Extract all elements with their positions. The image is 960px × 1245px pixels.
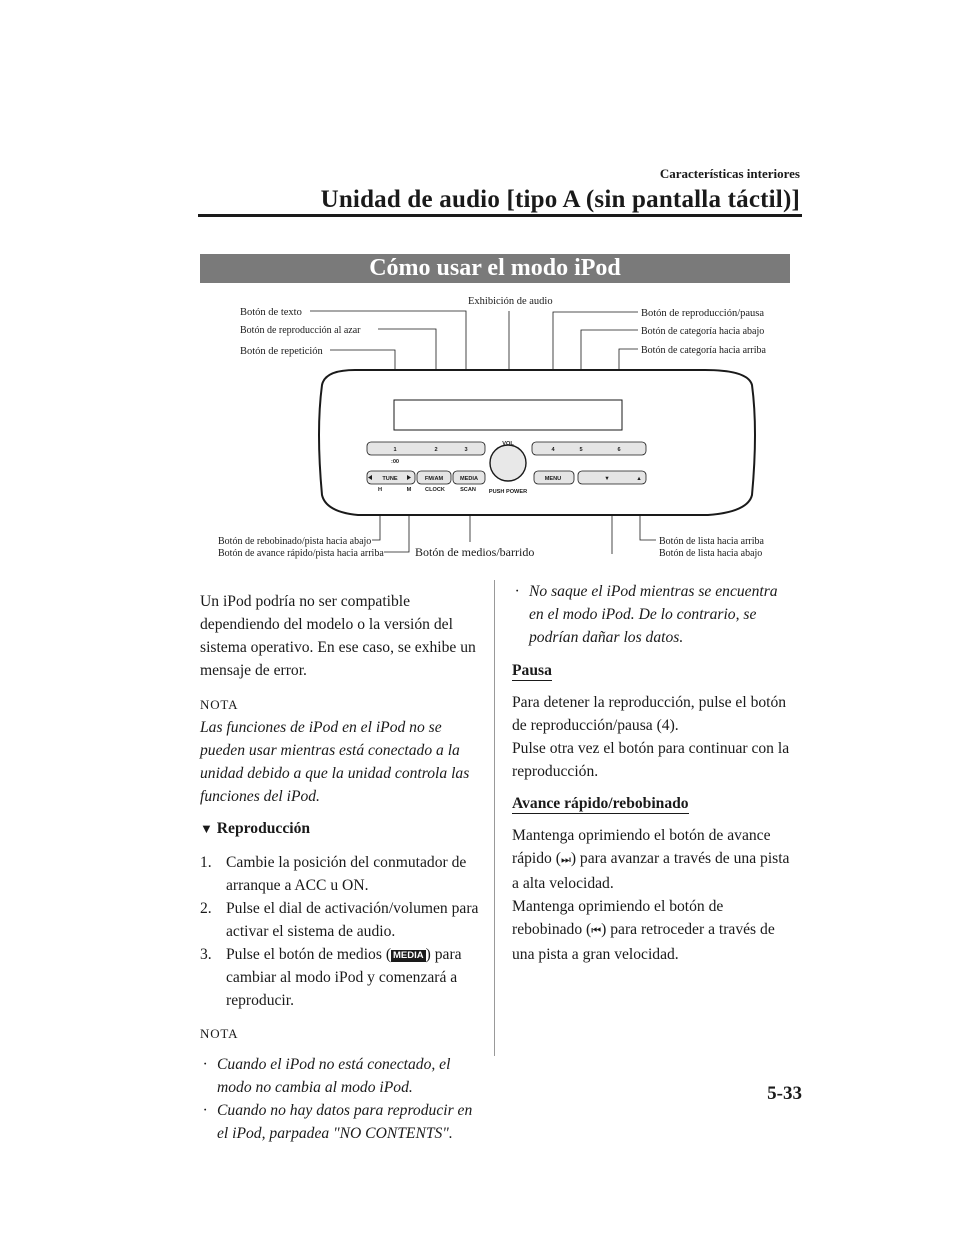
label-medios: Botón de medios/barrido xyxy=(415,545,535,559)
label-texto: Botón de texto xyxy=(240,307,302,318)
list-item: · No saque el iPod mientras se encuentra en el modo iPod. De lo contrario, se podrían dañar los datos. xyxy=(512,580,794,649)
nota-2-label: NOTA xyxy=(200,1026,239,1041)
section-title: Cómo usar el modo iPod xyxy=(200,254,790,283)
nota-1-label: NOTA xyxy=(200,697,239,712)
scan-label: SCAN xyxy=(460,487,476,493)
audio-unit-diagram xyxy=(200,290,790,565)
nota-2-bullets xyxy=(200,1053,482,1145)
preset-2-label: 2 xyxy=(434,447,438,453)
audio-display xyxy=(394,400,622,430)
fm-am-label: FM/AM xyxy=(424,476,444,482)
list-up-icon: ▲ xyxy=(636,476,642,482)
volume-knob[interactable] xyxy=(490,445,526,481)
reproduccion-heading: ▼ Reproducción xyxy=(200,820,311,837)
step-item: 3. Pulse el botón de medios ( MEDIA ) para cambiar al modo iPod y comenzará a reproducir. xyxy=(200,946,462,1009)
menu-label: MENU xyxy=(544,476,562,482)
fast-forward-icon: ⏭ xyxy=(560,854,571,866)
step-item: 1. Cambie la posición del conmutador de arranque a ACC u ON. xyxy=(200,854,467,894)
header-section: Características interiores xyxy=(659,166,800,181)
preset-group-right xyxy=(532,442,646,455)
column-divider xyxy=(494,580,495,1056)
header-rule xyxy=(198,214,802,217)
label-cat-abajo: Botón de categoría hacia abajo xyxy=(641,326,765,337)
nota-1-text: Las funciones de iPod en el iPod no se pueden usar mientras está conectado a la unidad debido a que la unidad controla las funciones del iPod. xyxy=(200,719,470,805)
avance-heading: Avance rápido/rebobinado xyxy=(512,795,689,812)
pausa-paragraph-2: Pulse otra vez el botón para continuar con la reproducción. xyxy=(512,740,790,780)
media-key-icon: MEDIA xyxy=(393,950,424,961)
label-avance: Botón de avance rápido/pista hacia arriba xyxy=(218,548,384,559)
bullet-dot-icon: · xyxy=(203,1102,207,1119)
pausa-heading: Pausa xyxy=(512,662,552,679)
preset-1-label: 1 xyxy=(393,447,397,453)
clock-label: CLOCK xyxy=(425,487,445,493)
label-exhibicion: Exhibición de audio xyxy=(468,296,553,307)
label-rebobinado: Botón de rebobinado/pista hacia abajo xyxy=(218,536,372,547)
intro-paragraph: Un iPod podría no ser compatible dependiendo del modelo o la versión del sistema operativo. En ese caso, se exhibe un mensaje de error. xyxy=(200,593,476,679)
media-label: MEDIA xyxy=(459,476,479,482)
vol-label: VOL xyxy=(502,441,514,447)
m-label: M xyxy=(406,487,412,493)
list-item: · Cuando no hay datos para reproducir en el iPod, parpadea "NO CONTENTS". xyxy=(200,1099,482,1145)
page-number: 5-33 xyxy=(767,1083,802,1104)
label-cat-arriba: Botón de categoría hacia arriba xyxy=(641,345,766,356)
preset-3-label: 3 xyxy=(464,447,468,453)
push-power-label: PUSH POWER xyxy=(488,489,528,495)
page-title: Unidad de audio [tipo A (sin pantalla táctil)] xyxy=(320,186,800,213)
label-reproduccion-pausa: Botón de reproducción/pausa xyxy=(641,308,765,319)
bullet-dot-icon: · xyxy=(515,583,519,600)
list-down-icon: ▼ xyxy=(604,476,610,482)
sub-00-label: :00 xyxy=(390,459,400,465)
avance-paragraph-2: Mantenga oprimiendo el botón de rebobinado (⏮) para retroceder a través de una pista a gran velocidad. xyxy=(512,898,775,963)
h-label: H xyxy=(377,487,383,493)
step-item: 2. Pulse el dial de activación/volumen para activar el sistema de audio. xyxy=(200,900,479,940)
label-repeticion: Botón de repetición xyxy=(240,346,323,357)
triangle-marker-icon: ▼ xyxy=(200,821,213,836)
list-item: · Cuando el iPod no está conectado, el modo no cambia al modo iPod. xyxy=(200,1053,482,1099)
preset-5-label: 5 xyxy=(579,447,583,453)
tune-label: TUNE xyxy=(382,476,398,482)
avance-paragraph-1: Mantenga oprimiendo el botón de avance rápido (⏭) para avanzar a través de una pista a alta velocidad. xyxy=(512,827,790,892)
label-azar: Botón de reproducción al azar xyxy=(240,325,361,336)
label-lista-abajo: Botón de lista hacia abajo xyxy=(659,548,763,559)
preset-6-label: 6 xyxy=(617,447,621,453)
bullet-dot-icon: · xyxy=(203,1056,207,1073)
rewind-icon: ⏮ xyxy=(591,925,602,937)
preset-4-label: 4 xyxy=(551,447,555,453)
pausa-paragraph-1: Para detener la reproducción, pulse el botón de reproducción/pausa (4). xyxy=(512,694,787,734)
right-column xyxy=(512,580,794,966)
label-lista-arriba: Botón de lista hacia arriba xyxy=(659,536,764,547)
left-column xyxy=(200,590,482,1145)
steps-list xyxy=(200,851,482,1012)
